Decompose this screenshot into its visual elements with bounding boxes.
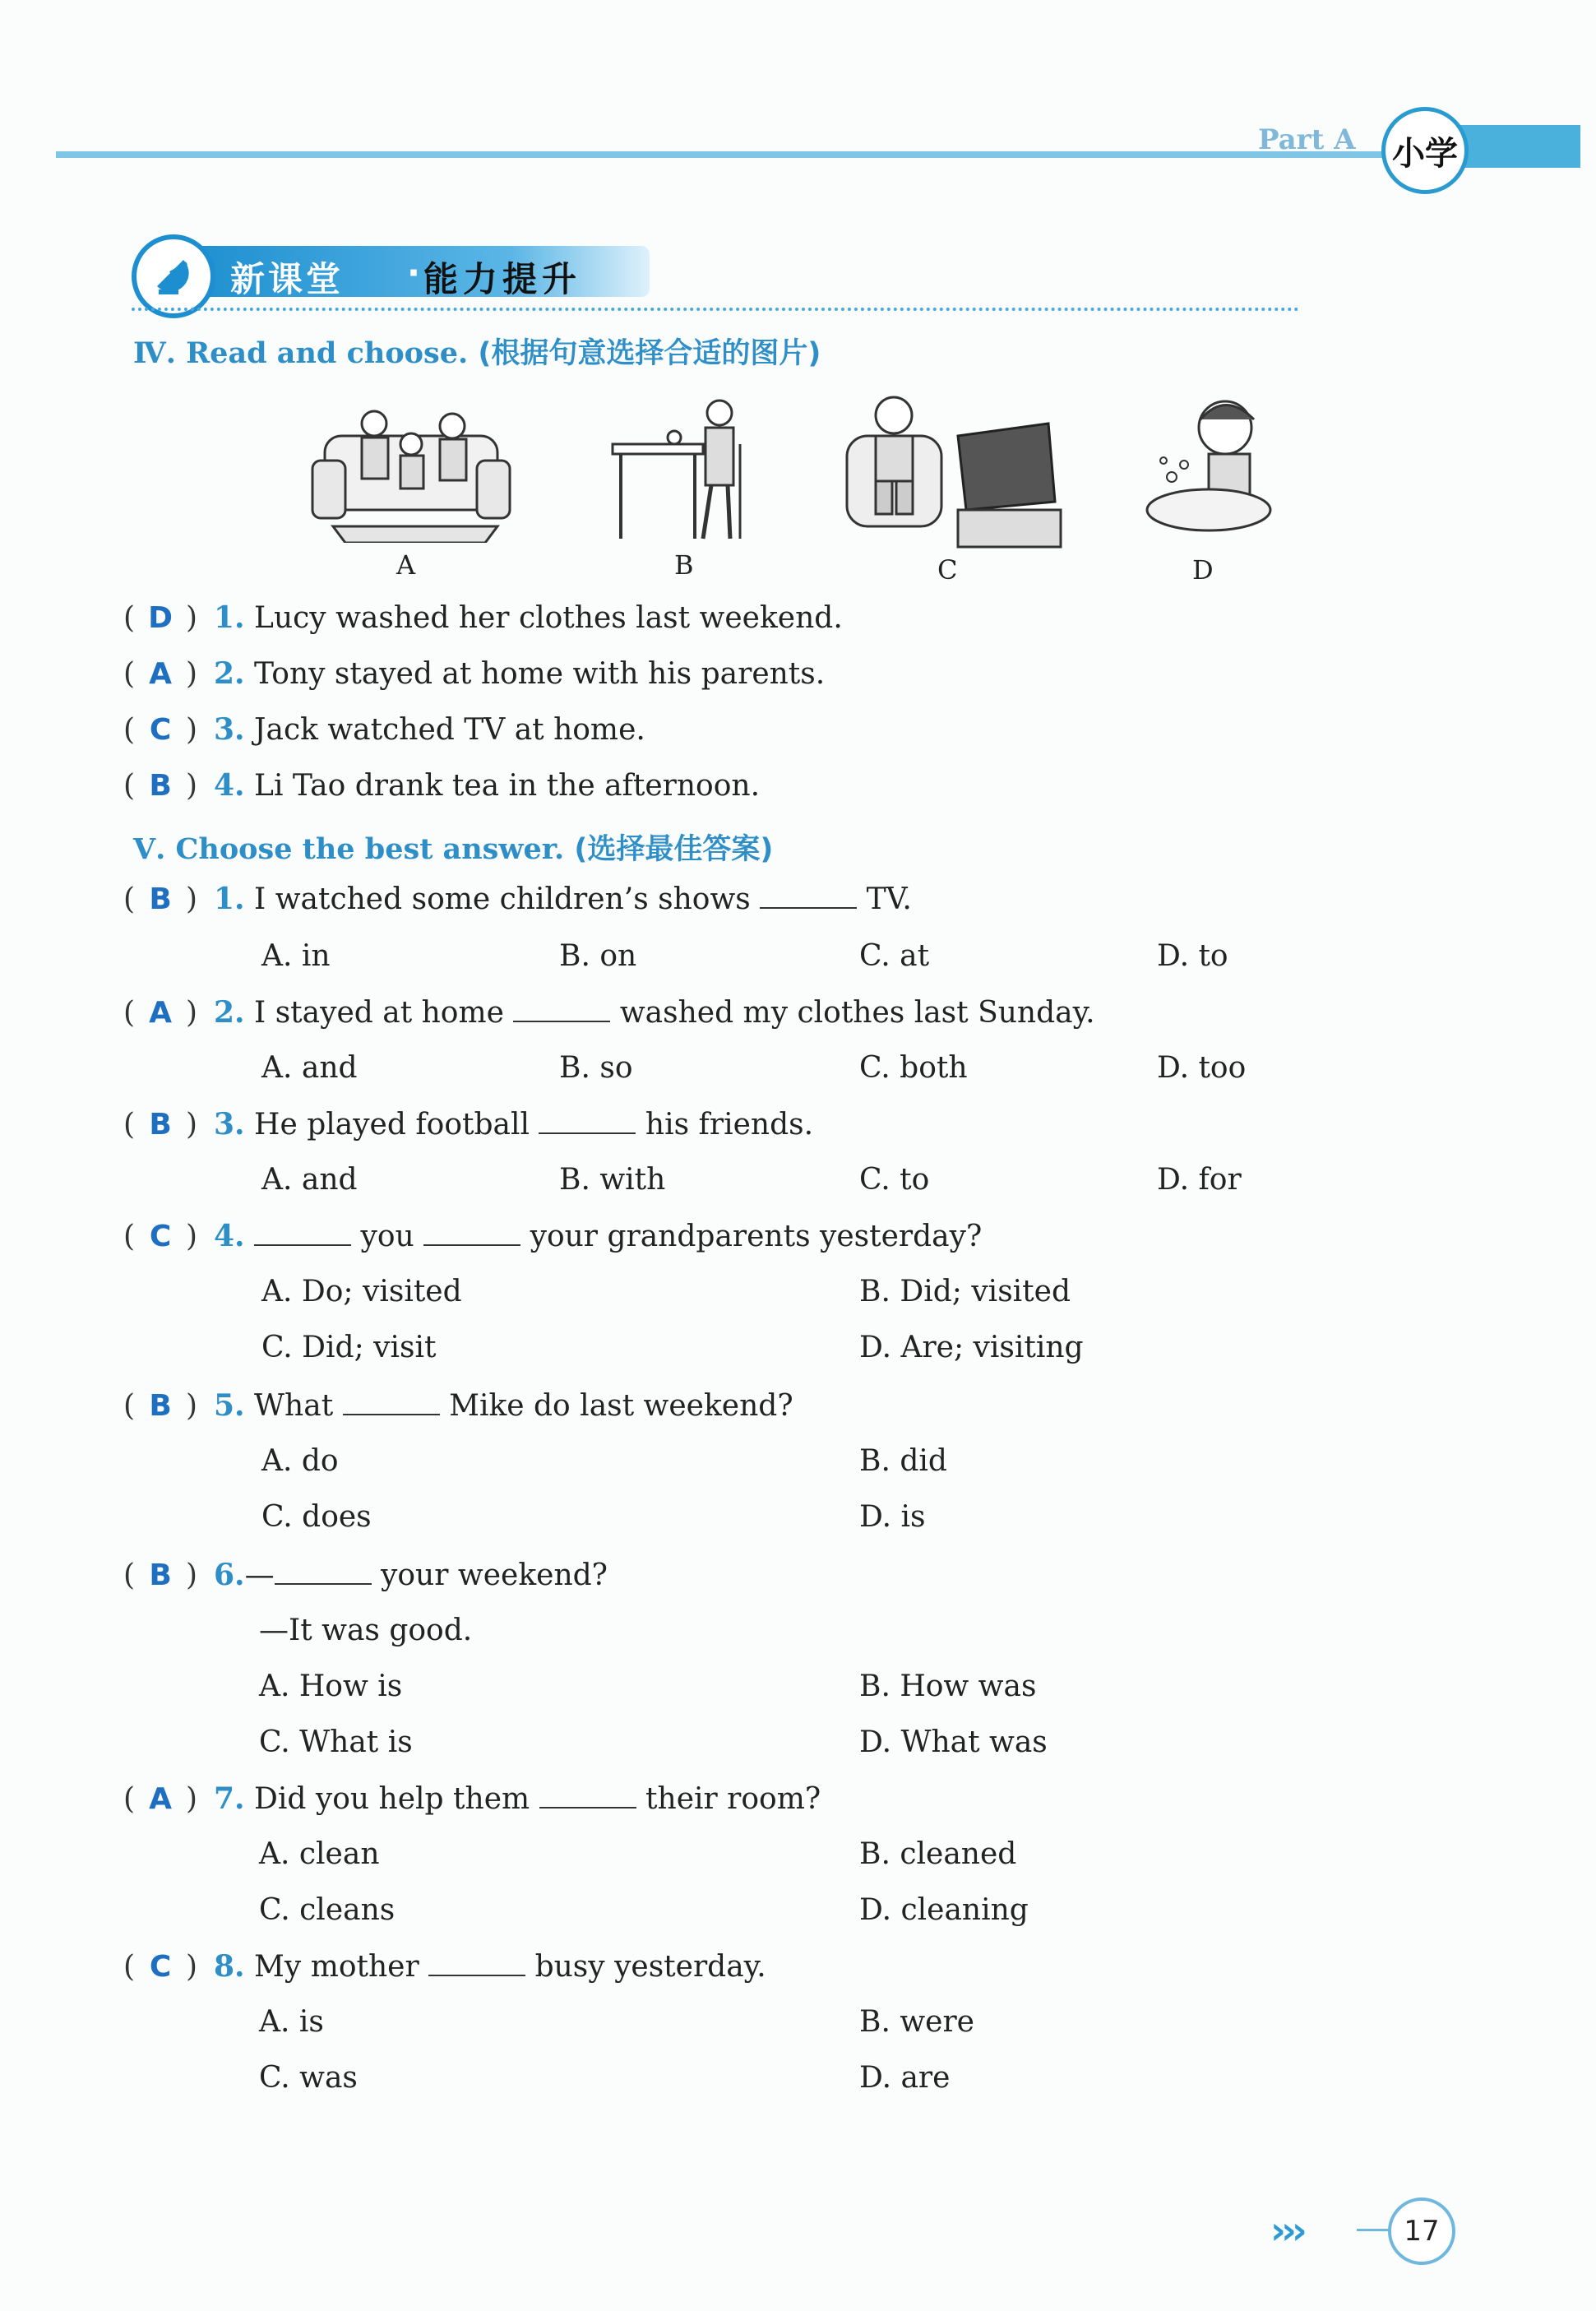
- question-number: 3.: [214, 712, 245, 747]
- picture-a-label: A: [396, 549, 416, 581]
- option: B. with: [559, 1163, 666, 1197]
- answer-blank: [513, 998, 610, 1022]
- banner-title-right: 能力提升: [423, 259, 582, 299]
- option: B. cleaned: [859, 1837, 1017, 1871]
- question-number: 3.: [214, 1107, 245, 1142]
- answer-mark: C: [149, 1220, 172, 1253]
- section-4-instruction: (根据句意选择合适的图片): [478, 337, 821, 370]
- question-text: Tony stayed at home with his parents.: [254, 657, 826, 691]
- answer-blank: [539, 1784, 636, 1809]
- option: A. and: [261, 1163, 358, 1197]
- question-text-pre: My mother: [254, 1950, 419, 1984]
- question-text-post: washed my clothes last Sunday.: [619, 996, 1095, 1030]
- question-number: 7.: [214, 1781, 245, 1816]
- banner-title-left: 新课堂: [230, 259, 345, 299]
- option: B. How was: [859, 1670, 1037, 1703]
- question-number: 8.: [214, 1949, 245, 1984]
- s4-question-4: ( B ) 4. Li Tao drank tea in the afternoon.: [123, 768, 761, 803]
- answer-mark: B: [149, 882, 172, 916]
- question-text: Jack watched TV at home.: [254, 713, 645, 747]
- s5-question-7: ( A ) 7. Did you help them their room?: [123, 1781, 821, 1816]
- question-text-post: your weekend?: [381, 1558, 608, 1592]
- option: A. Do; visited: [261, 1275, 462, 1308]
- option: C. does: [261, 1500, 372, 1534]
- option: C. at: [859, 939, 930, 973]
- section-4-numeral: Ⅳ.: [133, 336, 176, 370]
- option: B. were: [859, 2005, 974, 2039]
- man-drinking-tea-icon: [608, 395, 756, 543]
- section-5-instruction: (选择最佳答案): [574, 833, 774, 866]
- answer-mark: A: [149, 996, 172, 1030]
- answer-mark: B: [149, 1108, 172, 1142]
- chevrons-right-icon: ›››: [1270, 2208, 1302, 2253]
- section-banner: [132, 234, 641, 308]
- answer-blank: [428, 1952, 525, 1976]
- option: B. did: [859, 1444, 947, 1478]
- s5-question-1: ( B ) 1. I watched some children’s shows TV.: [123, 882, 912, 916]
- s5-question-5: ( B ) 5. What Mike do last weekend?: [123, 1388, 793, 1423]
- answer-mark: C: [149, 713, 172, 747]
- option: D. is: [859, 1500, 926, 1534]
- question-text-pre: What: [254, 1389, 334, 1423]
- question-text-pre: He played football: [254, 1108, 530, 1142]
- section-4-heading: [133, 331, 821, 372]
- question-text-pre: I watched some children’s shows: [254, 882, 751, 916]
- option: A. clean: [259, 1837, 380, 1871]
- option: D. too: [1157, 1051, 1247, 1085]
- option: C. both: [859, 1051, 968, 1085]
- family-sofa-icon: [308, 387, 514, 543]
- option: D. to: [1157, 939, 1228, 973]
- question-text: Lucy washed her clothes last weekend.: [254, 601, 843, 635]
- answer-mark: A: [149, 657, 172, 691]
- option: A. and: [261, 1051, 358, 1085]
- answer-blank: [275, 1560, 372, 1585]
- banner-separator: ·: [407, 252, 420, 293]
- question-text-post: your grandparents yesterday?: [530, 1220, 983, 1253]
- banner-divider: [132, 308, 1299, 311]
- girl-washing-clothes-icon: [1139, 395, 1295, 543]
- option: D. What was: [859, 1725, 1048, 1759]
- s5-question-4: ( C ) 4. you your grandparents yesterday?: [123, 1219, 983, 1253]
- dialogue-reply: —It was good.: [259, 1614, 473, 1647]
- s4-question-3: ( C ) 3. Jack watched TV at home.: [123, 712, 645, 747]
- question-text-post: Mike do last weekend?: [449, 1389, 793, 1423]
- s5-question-8: ( C ) 8. My mother busy yesterday.: [123, 1949, 766, 1984]
- question-number: 4.: [214, 1219, 245, 1253]
- answer-blank: [343, 1391, 440, 1415]
- option: A. is: [259, 2005, 324, 2039]
- satellite-dish-icon: [132, 234, 215, 318]
- grade-badge: 小学: [1381, 107, 1469, 194]
- picture-b-label: B: [674, 549, 694, 581]
- question-number: 2.: [214, 995, 245, 1030]
- answer-blank: [423, 1221, 520, 1246]
- option: A. in: [261, 939, 331, 973]
- page-number: 17: [1388, 2198, 1455, 2265]
- section-5-heading: [133, 827, 773, 868]
- question-text-post: TV.: [866, 882, 912, 916]
- answer-mark: C: [149, 1950, 172, 1984]
- option: A. How is: [259, 1670, 403, 1703]
- answer-mark: B: [149, 769, 172, 803]
- footer-rule: [1357, 2229, 1390, 2231]
- option: D. Are; visiting: [859, 1331, 1084, 1364]
- option: C. was: [259, 2061, 358, 2095]
- boy-watching-tv-icon: [843, 387, 1065, 551]
- part-label: Part A: [1258, 123, 1356, 156]
- s5-question-2: ( A ) 2. I stayed at home washed my clothes last Sunday.: [123, 995, 1095, 1030]
- option: A. do: [261, 1444, 339, 1478]
- option: B. on: [559, 939, 637, 973]
- question-number: 5.: [214, 1388, 245, 1423]
- picture-c-label: C: [937, 554, 958, 586]
- answer-blank: [254, 1221, 351, 1246]
- option: C. cleans: [259, 1893, 396, 1927]
- question-text-pre: —: [244, 1558, 275, 1592]
- picture-d-label: D: [1192, 554, 1214, 586]
- s4-question-1: ( D ) 1. Lucy washed her clothes last weekend.: [123, 600, 843, 635]
- question-text-mid: you: [360, 1220, 414, 1253]
- question-text-pre: Did you help them: [254, 1782, 530, 1816]
- question-text-pre: I stayed at home: [254, 996, 504, 1030]
- option: C. Did; visit: [261, 1331, 437, 1364]
- answer-blank: [760, 884, 857, 909]
- answer-mark: A: [149, 1782, 172, 1816]
- question-number: 1.: [214, 882, 245, 916]
- question-number: 1.: [214, 600, 245, 635]
- option: D. cleaning: [859, 1893, 1029, 1927]
- section-5-title: Choose the best answer.: [175, 832, 565, 866]
- answer-mark: D: [148, 601, 173, 635]
- option: B. so: [559, 1051, 633, 1085]
- question-text-post: his friends.: [645, 1108, 814, 1142]
- answer-mark: B: [149, 1558, 172, 1592]
- s5-question-6: ( B ) 6.— your weekend?: [123, 1558, 608, 1592]
- option: C. What is: [259, 1725, 413, 1759]
- s4-question-2: ( A ) 2. Tony stayed at home with his parents.: [123, 656, 826, 691]
- s5-question-3: ( B ) 3. He played football his friends.: [123, 1107, 814, 1142]
- option: B. Did; visited: [859, 1275, 1071, 1308]
- question-number: 6.: [214, 1558, 245, 1592]
- option: D. for: [1157, 1163, 1242, 1197]
- question-number: 4.: [214, 768, 245, 803]
- answer-mark: B: [149, 1389, 172, 1423]
- answer-blank: [539, 1109, 636, 1134]
- question-text-post: busy yesterday.: [534, 1950, 766, 1984]
- section-4-title: Read and choose.: [186, 336, 469, 370]
- question-text: Li Tao drank tea in the afternoon.: [254, 769, 761, 803]
- option: C. to: [859, 1163, 930, 1197]
- question-text-post: their room?: [645, 1782, 821, 1816]
- option: D. are: [859, 2061, 951, 2095]
- section-5-numeral: Ⅴ.: [133, 832, 166, 866]
- question-number: 2.: [214, 656, 245, 691]
